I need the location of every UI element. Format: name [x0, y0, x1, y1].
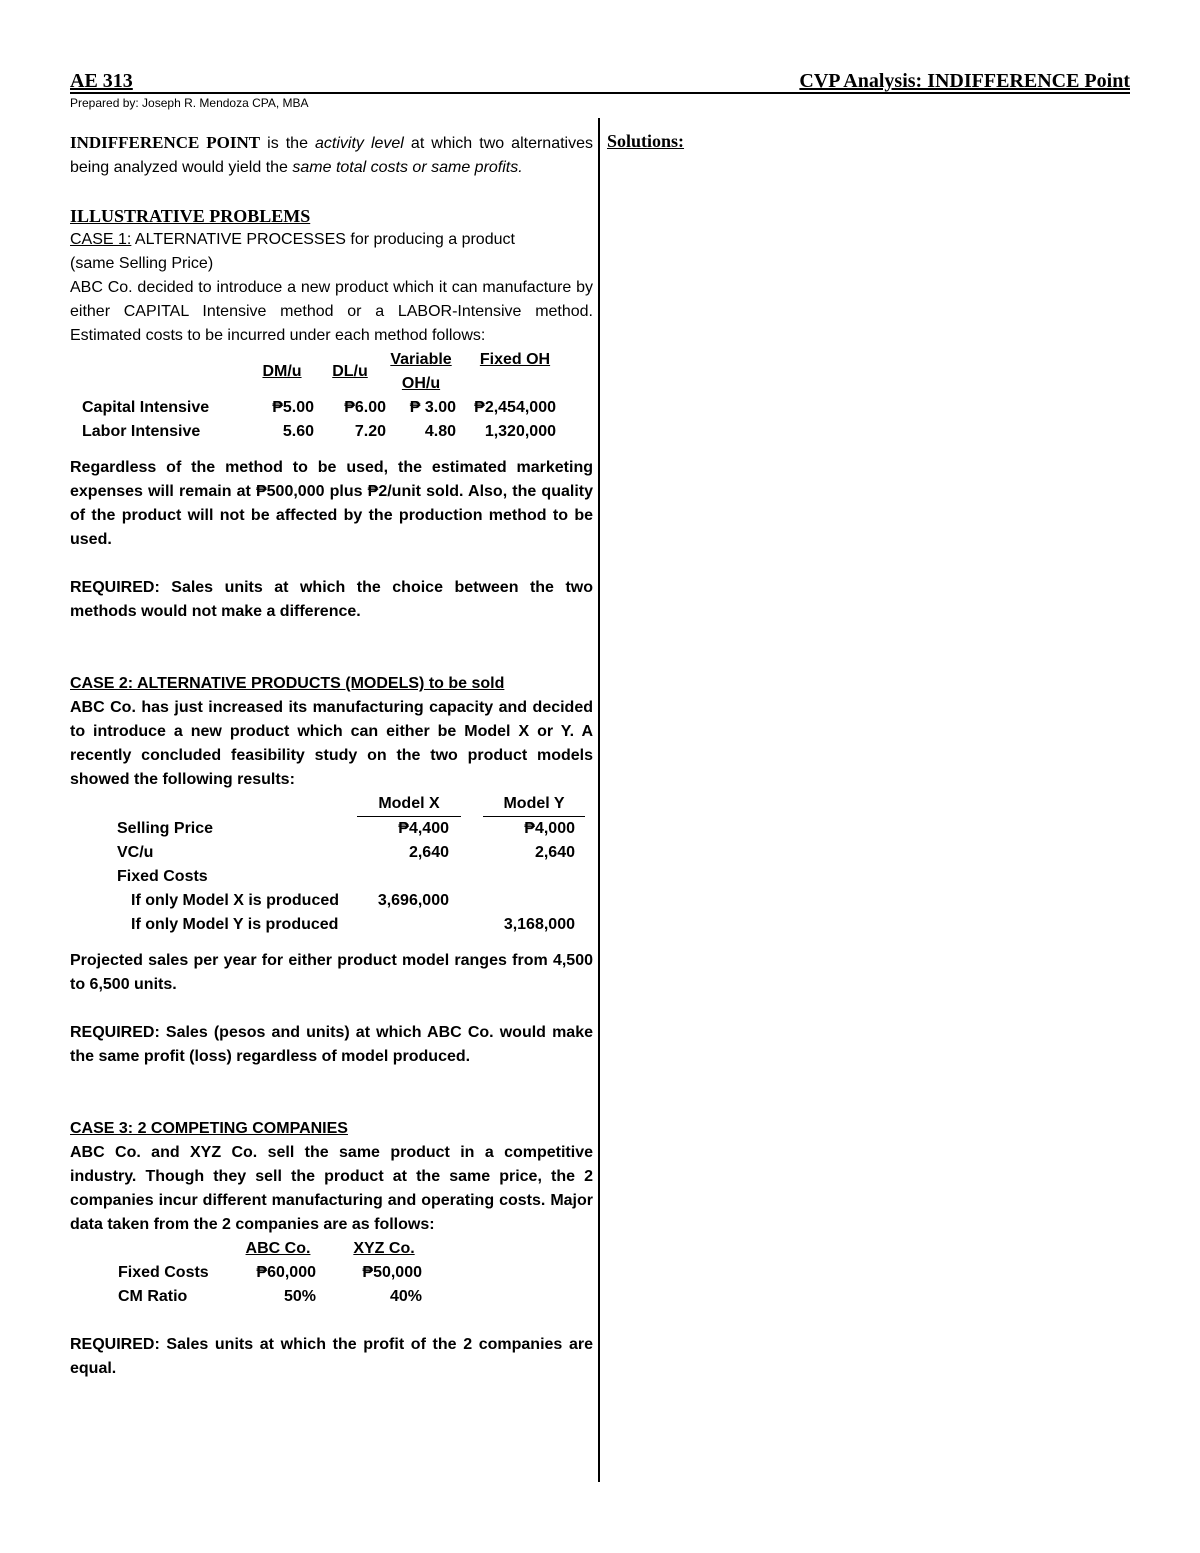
case1-subtitle: (same Selling Price) [70, 255, 214, 272]
row-label: Capital Intensive [82, 399, 210, 416]
cell-x: ₱4,400 [398, 820, 449, 837]
definition-text-2: at which two alternatives being analyzed would yield the [70, 135, 594, 176]
col-dm: DM/u [262, 363, 302, 380]
definition-text-1: is the [260, 135, 316, 152]
case2-table [117, 792, 585, 937]
cell-x: 3,696,000 [377, 892, 449, 909]
row-label: Fixed Costs [118, 1264, 209, 1281]
cell-voh: ₱ 3.00 [409, 399, 456, 416]
table-row [82, 396, 574, 420]
row-label: VC/u [117, 844, 154, 861]
table-row [118, 1285, 422, 1309]
definition-emphasis-2: same total costs or same profits. [292, 159, 523, 176]
case1-table [82, 348, 574, 444]
case1-required: REQUIRED: Sales units at which the choice between the two methods would not make a difference. [70, 579, 593, 620]
table-row [117, 913, 585, 937]
row-label: Labor Intensive [82, 423, 201, 440]
table-header-row [117, 792, 585, 817]
cell-y: 2,640 [534, 844, 575, 861]
col-model-x: Model X [357, 792, 461, 817]
header-rule [70, 92, 1130, 94]
cell-xyz: ₱50,000 [362, 1264, 422, 1281]
cell-y: ₱4,000 [524, 820, 575, 837]
case3-intro: ABC Co. and XYZ Co. sell the same product in a competitive industry. Though they sell the product at the same price, the 2 companies incur different manufacturing and operating costs. Major data taken from the 2 companies are as follows: [70, 1144, 593, 1233]
row-label: CM Ratio [118, 1288, 188, 1305]
prepared-by: Prepared by: Joseph R. Mendoza CPA, MBA [70, 96, 309, 110]
column-divider [598, 118, 600, 1482]
cell-abc: ₱60,000 [256, 1264, 316, 1281]
cell-abc: 50% [283, 1288, 316, 1305]
cell-dl: 7.20 [354, 423, 386, 440]
col-foh: Fixed OH [479, 351, 551, 368]
table-row [117, 865, 585, 889]
table-row [117, 817, 585, 842]
cell-x: 2,640 [408, 844, 449, 861]
row-label: If only Model Y is produced [131, 916, 339, 933]
case2-title: CASE 2: ALTERNATIVE PRODUCTS (MODELS) to be sold [70, 675, 505, 692]
case2-intro: ABC Co. has just increased its manufacturing capacity and decided to introduce a new product which can either be Model X or Y. A recently concluded feasibility study on the two product models showed the following results: [70, 699, 593, 788]
cell-foh: ₱2,454,000 [474, 399, 556, 416]
row-label: Fixed Costs [117, 868, 208, 885]
table-header-row [82, 348, 574, 396]
case2-note: Projected sales per year for either product model ranges from 4,500 to 6,500 units. [70, 952, 593, 993]
col-voh: Variable OH/u [390, 351, 452, 392]
row-label: Selling Price [117, 819, 214, 837]
case1-note: Regardless of the method to be used, the estimated marketing expenses will remain at ₱500,000 plus ₱2/unit sold. Also, the quality of the product will not be affected by the production method to be used. [70, 459, 593, 548]
case1-title [70, 228, 593, 252]
table-header-row [118, 1237, 422, 1261]
case1-intro: ABC Co. decided to introduce a new product which it can manufacture by either CAPITAL Intensive method or a LABOR-Intensive method. Estimated costs to be incurred under each method follows: [70, 279, 593, 344]
cell-y: 3,168,000 [503, 916, 575, 933]
col-abc: ABC Co. [245, 1240, 311, 1257]
case3-table [118, 1237, 422, 1309]
topic-title: CVP Analysis: INDIFFERENCE Point [799, 70, 1130, 92]
row-label: If only Model X is produced [131, 892, 340, 909]
case1-title-text: ALTERNATIVE PROCESSES for producing a product [131, 231, 515, 248]
illustrative-heading: ILLUSTRATIVE PROBLEMS [70, 206, 311, 226]
cell-dl: ₱6.00 [344, 399, 386, 416]
table-row [117, 841, 585, 865]
col-model-y: Model Y [483, 792, 585, 817]
definition-emphasis-1: activity level [315, 135, 404, 152]
problems-column [70, 131, 593, 1381]
cell-dm: 5.60 [282, 423, 314, 440]
table-row [118, 1261, 422, 1285]
solutions-heading: Solutions: [607, 131, 685, 151]
definition-term: INDIFFERENCE POINT [70, 133, 261, 152]
course-code: AE 313 [70, 70, 133, 92]
case2-required: REQUIRED: Sales (pesos and units) at which ABC Co. would make the same profit (loss) regardless of model produced. [70, 1024, 593, 1065]
cell-foh: 1,320,000 [484, 423, 556, 440]
table-row [82, 420, 574, 444]
col-dl: DL/u [332, 363, 368, 380]
cell-dm: ₱5.00 [272, 399, 314, 416]
col-xyz: XYZ Co. [353, 1240, 415, 1257]
case3-title: CASE 3: 2 COMPETING COMPANIES [70, 1120, 348, 1137]
case1-label: CASE 1: [70, 231, 132, 248]
cell-xyz: 40% [389, 1288, 422, 1305]
cell-voh: 4.80 [424, 423, 456, 440]
definition [70, 131, 593, 180]
case3-required: REQUIRED: Sales units at which the profit of the 2 companies are equal. [70, 1336, 593, 1377]
table-row [117, 889, 585, 913]
